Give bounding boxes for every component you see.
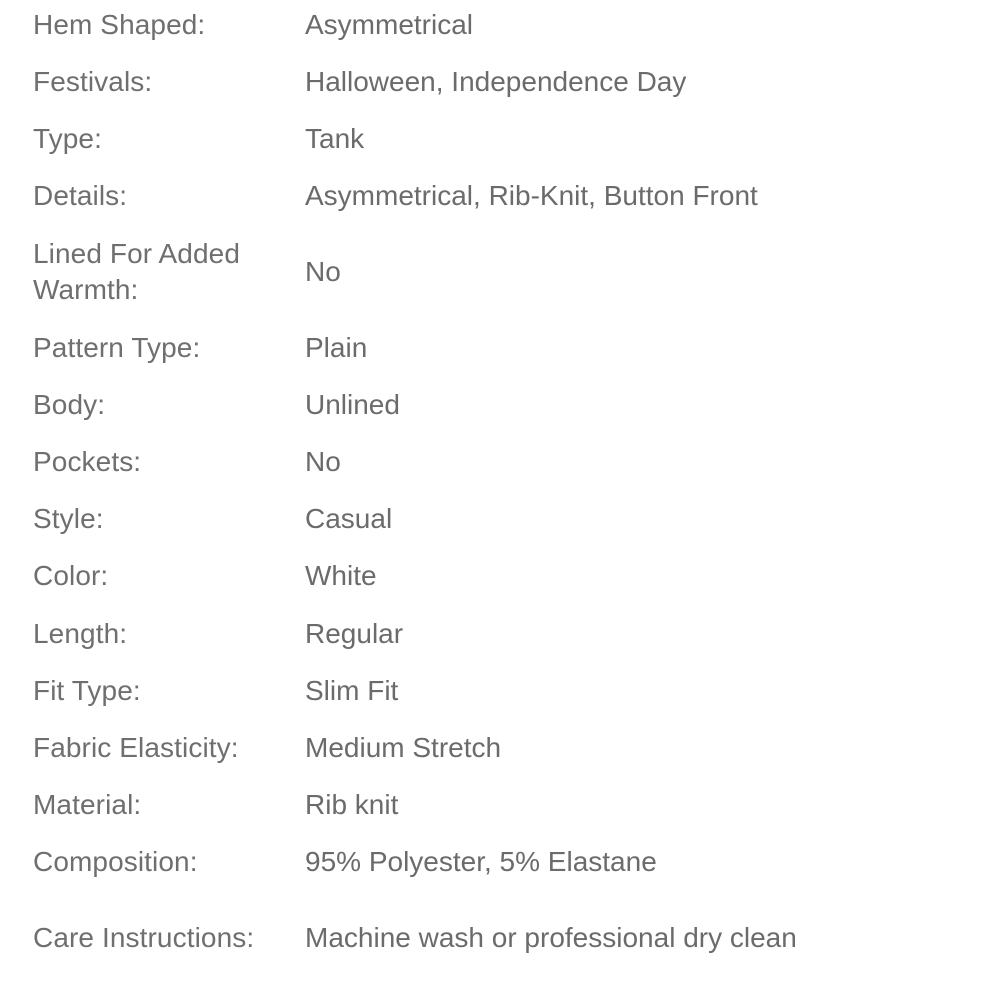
spec-value: Plain	[305, 331, 368, 363]
spec-value: Unlined	[305, 388, 400, 420]
spec-row-material	[33, 777, 970, 834]
spec-value: Asymmetrical, Rib-Knit, Button Front	[305, 179, 758, 211]
spec-value: Medium Stretch	[305, 731, 502, 763]
spec-label: Style:	[33, 503, 104, 535]
spec-label: Type:	[33, 122, 102, 154]
spec-row-type	[33, 110, 970, 167]
spec-row-fit-type	[33, 662, 970, 719]
spec-row-length	[33, 605, 970, 662]
spec-label: Body:	[33, 388, 106, 420]
spec-label: Care Instructions:	[33, 922, 255, 954]
spec-row-pockets	[33, 433, 970, 490]
spec-value: Slim Fit	[305, 674, 399, 706]
spec-value: 95% Polyester, 5% Elastane	[305, 846, 657, 878]
spec-row-festivals	[33, 53, 970, 110]
spec-value: No	[305, 446, 341, 478]
spec-row-style	[33, 491, 970, 548]
spec-row-fabric-elasticity	[33, 719, 970, 776]
spec-row-body	[33, 376, 970, 433]
spec-value: Tank	[305, 122, 365, 154]
spec-label: Festivals:	[33, 65, 153, 97]
spec-label: Composition:	[33, 846, 198, 878]
spec-row-pattern-type	[33, 319, 970, 376]
spec-value: Rib knit	[305, 789, 399, 821]
spec-row-details	[33, 167, 970, 224]
spec-row-care-instructions	[33, 891, 970, 986]
spec-row-lined-for-added-warmth	[33, 225, 970, 320]
spec-label: Length:	[33, 617, 128, 649]
spec-label: Lined For Added Warmth:	[33, 237, 240, 305]
spec-value: Casual	[305, 503, 393, 535]
spec-label: Details:	[33, 179, 128, 211]
spec-label: Material:	[33, 789, 142, 821]
spec-row-color	[33, 548, 970, 605]
spec-value: Asymmetrical	[305, 9, 474, 40]
spec-row-hem-shaped	[33, 0, 970, 53]
spec-value: Halloween, Independence Day	[305, 65, 687, 97]
spec-label: Color:	[33, 560, 109, 592]
spec-value: Machine wash or professional dry clean	[305, 922, 797, 954]
spec-label: Hem Shaped:	[33, 9, 206, 40]
spec-value: White	[305, 560, 377, 592]
spec-label: Fabric Elasticity:	[33, 731, 239, 763]
spec-value: Regular	[305, 617, 404, 649]
spec-label: Fit Type:	[33, 674, 141, 706]
spec-label: Pattern Type:	[33, 331, 201, 363]
spec-value: No	[305, 255, 341, 287]
spec-label: Pockets:	[33, 446, 142, 478]
spec-row-composition	[33, 834, 970, 891]
